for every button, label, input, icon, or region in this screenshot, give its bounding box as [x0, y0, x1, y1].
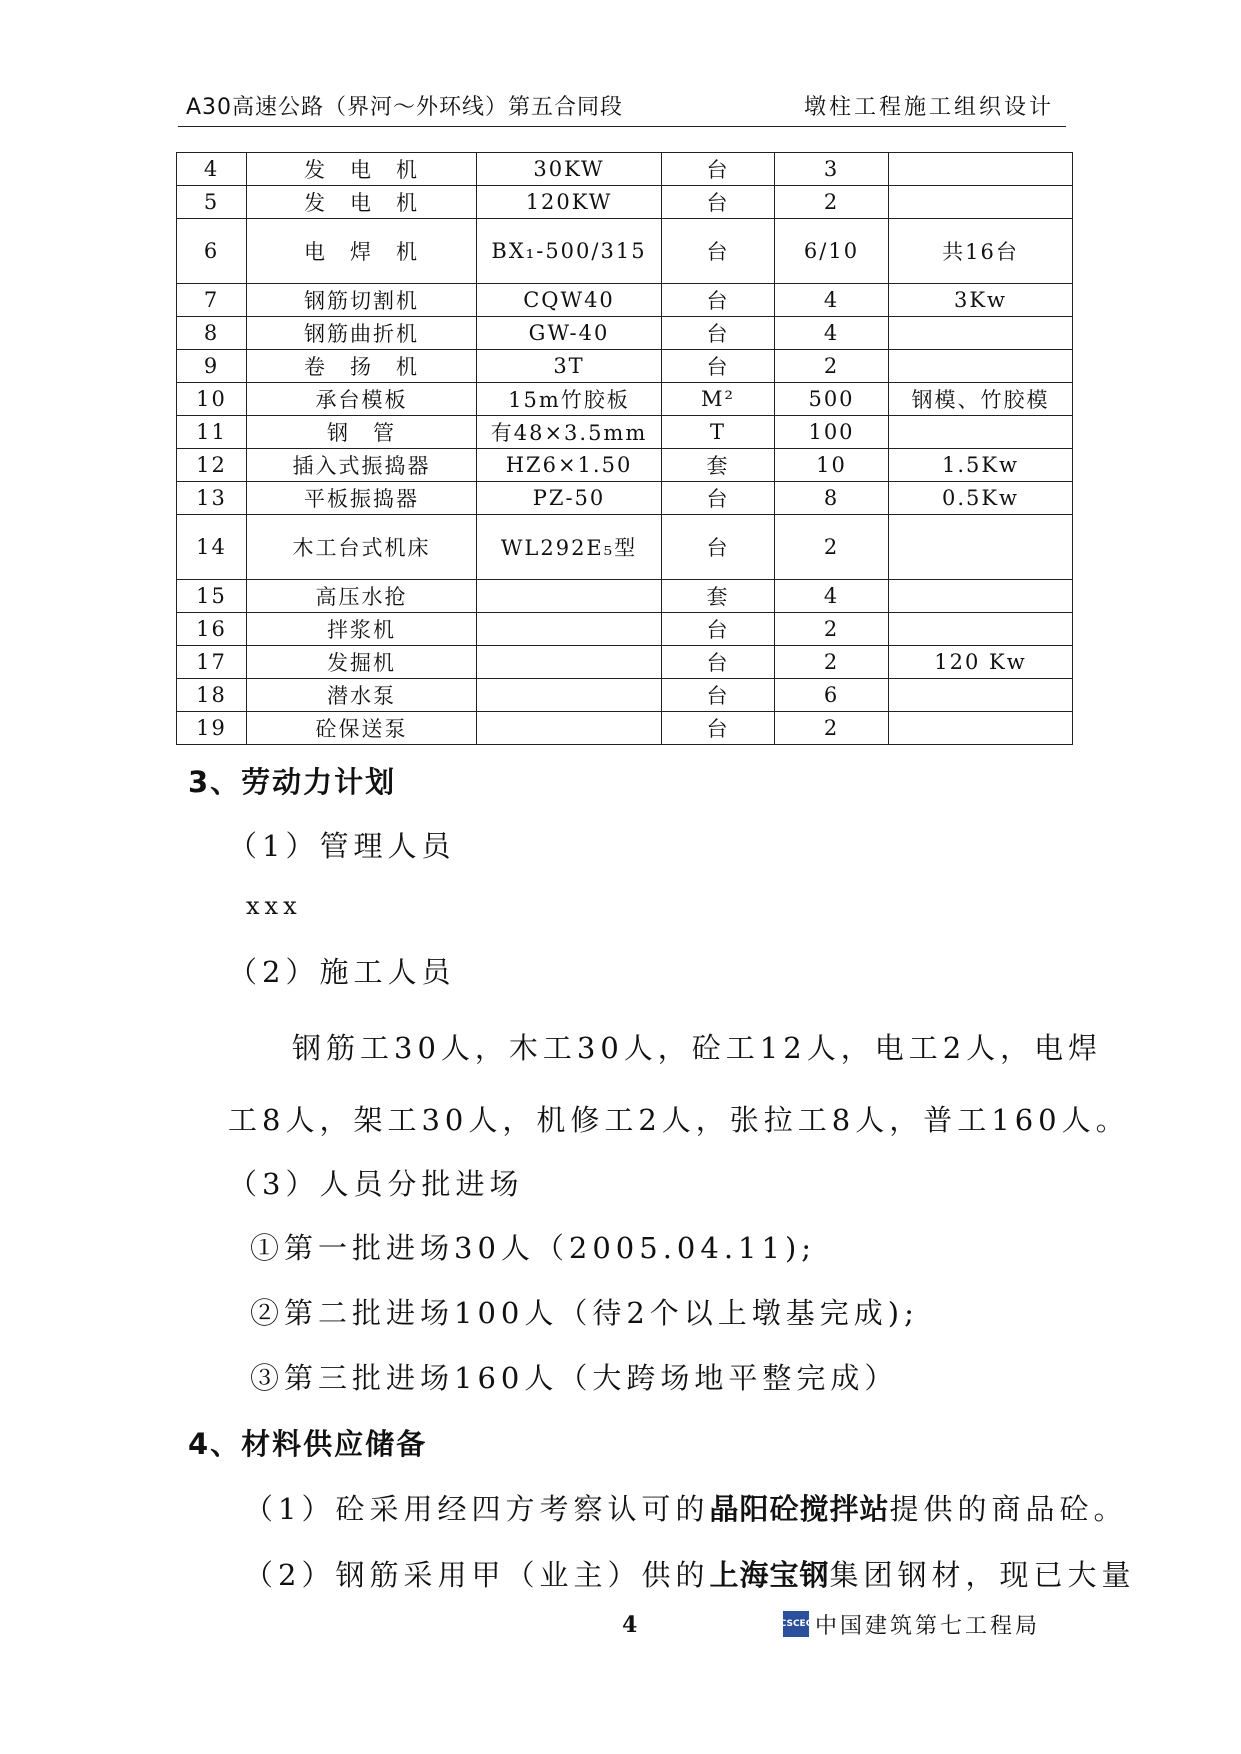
cell-row-number: 5 — [177, 186, 247, 219]
steel-supply-paragraph: （2）钢筋采用甲（业主）供的上海宝钢集团钢材，现已大量 — [244, 1558, 1136, 1592]
table-row — [177, 646, 1073, 679]
table-row — [177, 416, 1073, 449]
cell-quantity: 4 — [775, 580, 889, 613]
cell-equipment-name: 钢 管 — [247, 416, 477, 449]
management-staff-heading: （1）管理人员 — [228, 829, 456, 863]
cell-equipment-name: 潜水泵 — [247, 679, 477, 712]
cell-unit: 台 — [662, 219, 775, 284]
cell-equipment-name: 高压水抢 — [247, 580, 477, 613]
cell-quantity: 3 — [775, 153, 889, 186]
cell-remark: 1.5Kw — [889, 449, 1073, 482]
cell-equipment-spec — [477, 679, 662, 712]
table-row — [177, 186, 1073, 219]
cell-row-number: 15 — [177, 580, 247, 613]
table-row — [177, 219, 1073, 284]
cell-quantity: 8 — [775, 482, 889, 515]
batch-1: ①第一批进场30人（2005.04.11); — [250, 1231, 817, 1265]
cell-equipment-name: 电 焊 机 — [247, 219, 477, 284]
concrete-supplier-name: 晶阳砼搅拌站 — [709, 1492, 890, 1526]
cell-quantity: 2 — [775, 515, 889, 580]
cell-quantity: 6/10 — [775, 219, 889, 284]
cell-equipment-name: 钢筋曲折机 — [247, 317, 477, 350]
cell-equipment-name: 发 电 机 — [247, 153, 477, 186]
cell-row-number: 7 — [177, 284, 247, 317]
cell-remark — [889, 712, 1073, 745]
cell-remark — [889, 515, 1073, 580]
table-row — [177, 515, 1073, 580]
cell-equipment-name: 钢筋切割机 — [247, 284, 477, 317]
cell-unit: 台 — [662, 515, 775, 580]
cell-row-number: 12 — [177, 449, 247, 482]
batch-2: ②第二批进场100人（待2个以上墩基完成); — [250, 1296, 919, 1330]
cell-quantity: 2 — [775, 613, 889, 646]
cell-remark: 0.5Kw — [889, 482, 1073, 515]
cell-remark — [889, 153, 1073, 186]
cell-equipment-spec: 120KW — [477, 186, 662, 219]
cell-equipment-spec: 30KW — [477, 153, 662, 186]
cell-equipment-name: 砼保送泵 — [247, 712, 477, 745]
cell-equipment-name: 发 电 机 — [247, 186, 477, 219]
header-project-title: A30高速公路（界河～外环线）第五合同段 — [186, 95, 624, 120]
section-3-heading: 3、劳动力计划 — [188, 765, 397, 799]
construction-staff-heading: （2）施工人员 — [228, 955, 456, 989]
organization-name: 中国建筑第七工程局 — [815, 1613, 1041, 1639]
table-row — [177, 712, 1073, 745]
cell-quantity: 2 — [775, 350, 889, 383]
cell-equipment-spec: 15m竹胶板 — [477, 383, 662, 416]
cell-row-number: 17 — [177, 646, 247, 679]
cell-equipment-name: 木工台式机床 — [247, 515, 477, 580]
concrete-supply-paragraph: （1）砼采用经四方考察认可的晶阳砼搅拌站提供的商品砼。 — [244, 1492, 1128, 1526]
cell-equipment-spec: 3T — [477, 350, 662, 383]
cell-equipment-spec — [477, 580, 662, 613]
cell-quantity: 100 — [775, 416, 889, 449]
table-row — [177, 580, 1073, 613]
cell-row-number: 8 — [177, 317, 247, 350]
cell-equipment-spec: WL292E₅型 — [477, 515, 662, 580]
cell-equipment-name: 发掘机 — [247, 646, 477, 679]
cell-unit: 台 — [662, 613, 775, 646]
cell-unit: 台 — [662, 712, 775, 745]
steel-supplier-name: 上海宝钢 — [709, 1558, 830, 1592]
cell-equipment-spec: 有48×3.5mm — [477, 416, 662, 449]
page-number: 4 — [622, 1612, 638, 1638]
cell-quantity: 500 — [775, 383, 889, 416]
page-header — [178, 88, 1066, 127]
cell-remark: 钢模、竹胶模 — [889, 383, 1073, 416]
cell-unit: 台 — [662, 284, 775, 317]
cell-row-number: 18 — [177, 679, 247, 712]
cell-row-number: 6 — [177, 219, 247, 284]
cell-remark — [889, 350, 1073, 383]
cell-equipment-spec: PZ-50 — [477, 482, 662, 515]
table-row — [177, 153, 1073, 186]
cell-remark: 120 Kw — [889, 646, 1073, 679]
construction-staff-line-1: 钢筋工30人，木工30人，砼工12人，电工2人，电焊 — [292, 1031, 1103, 1065]
cell-remark — [889, 186, 1073, 219]
cell-quantity: 4 — [775, 284, 889, 317]
footer-organization — [779, 1609, 1041, 1639]
cell-row-number: 14 — [177, 515, 247, 580]
table-row — [177, 482, 1073, 515]
cell-row-number: 9 — [177, 350, 247, 383]
cell-unit: 台 — [662, 153, 775, 186]
cell-row-number: 10 — [177, 383, 247, 416]
construction-staff-line-2: 工8人，架工30人，机修工2人，张拉工8人，普工160人。 — [228, 1103, 1130, 1137]
batch-3: ③第三批进场160人（大跨场地平整完成） — [250, 1361, 899, 1395]
cell-row-number: 16 — [177, 613, 247, 646]
cell-equipment-name: 卷 扬 机 — [247, 350, 477, 383]
cell-remark: 共16台 — [889, 219, 1073, 284]
cell-unit: 台 — [662, 186, 775, 219]
cell-remark — [889, 613, 1073, 646]
table-row — [177, 613, 1073, 646]
cell-equipment-name: 拌浆机 — [247, 613, 477, 646]
cell-equipment-spec: HZ6×1.50 — [477, 449, 662, 482]
table-row — [177, 383, 1073, 416]
staff-batches-heading: （3）人员分批进场 — [228, 1167, 524, 1201]
cell-equipment-spec — [477, 646, 662, 679]
cell-quantity: 6 — [775, 679, 889, 712]
cell-row-number: 11 — [177, 416, 247, 449]
equipment-table — [176, 152, 1073, 745]
cell-remark — [889, 317, 1073, 350]
cell-unit: 套 — [662, 449, 775, 482]
cell-equipment-spec: GW-40 — [477, 317, 662, 350]
cell-remark — [889, 580, 1073, 613]
cell-equipment-spec: CQW40 — [477, 284, 662, 317]
header-document-title: 墩柱工程施工组织设计 — [803, 95, 1054, 120]
cell-equipment-name: 平板振捣器 — [247, 482, 477, 515]
cell-row-number: 19 — [177, 712, 247, 745]
cell-row-number: 4 — [177, 153, 247, 186]
cell-quantity: 10 — [775, 449, 889, 482]
cell-unit: 套 — [662, 580, 775, 613]
cell-unit: 台 — [662, 350, 775, 383]
table-row — [177, 350, 1073, 383]
cell-remark — [889, 679, 1073, 712]
cell-equipment-spec: BX₁-500/315 — [477, 219, 662, 284]
cell-unit: T — [662, 416, 775, 449]
cell-equipment-name: 承台模板 — [247, 383, 477, 416]
cell-quantity: 4 — [775, 317, 889, 350]
cell-quantity: 2 — [775, 646, 889, 679]
table-row — [177, 679, 1073, 712]
cell-quantity: 2 — [775, 712, 889, 745]
cell-quantity: 2 — [775, 186, 889, 219]
table-row — [177, 449, 1073, 482]
cell-unit: 台 — [662, 646, 775, 679]
cell-unit: M² — [662, 383, 775, 416]
cell-equipment-name: 插入式振捣器 — [247, 449, 477, 482]
cell-remark: 3Kw — [889, 284, 1073, 317]
company-logo-icon: CSCEC — [783, 1611, 809, 1637]
cell-equipment-spec — [477, 712, 662, 745]
cell-row-number: 13 — [177, 482, 247, 515]
section-4-heading: 4、材料供应储备 — [188, 1427, 428, 1461]
cell-equipment-spec — [477, 613, 662, 646]
table-row — [177, 284, 1073, 317]
cell-remark — [889, 416, 1073, 449]
table-row — [177, 317, 1073, 350]
management-staff-body: xxx — [246, 892, 302, 920]
cell-unit: 台 — [662, 482, 775, 515]
cell-unit: 台 — [662, 317, 775, 350]
cell-unit: 台 — [662, 679, 775, 712]
